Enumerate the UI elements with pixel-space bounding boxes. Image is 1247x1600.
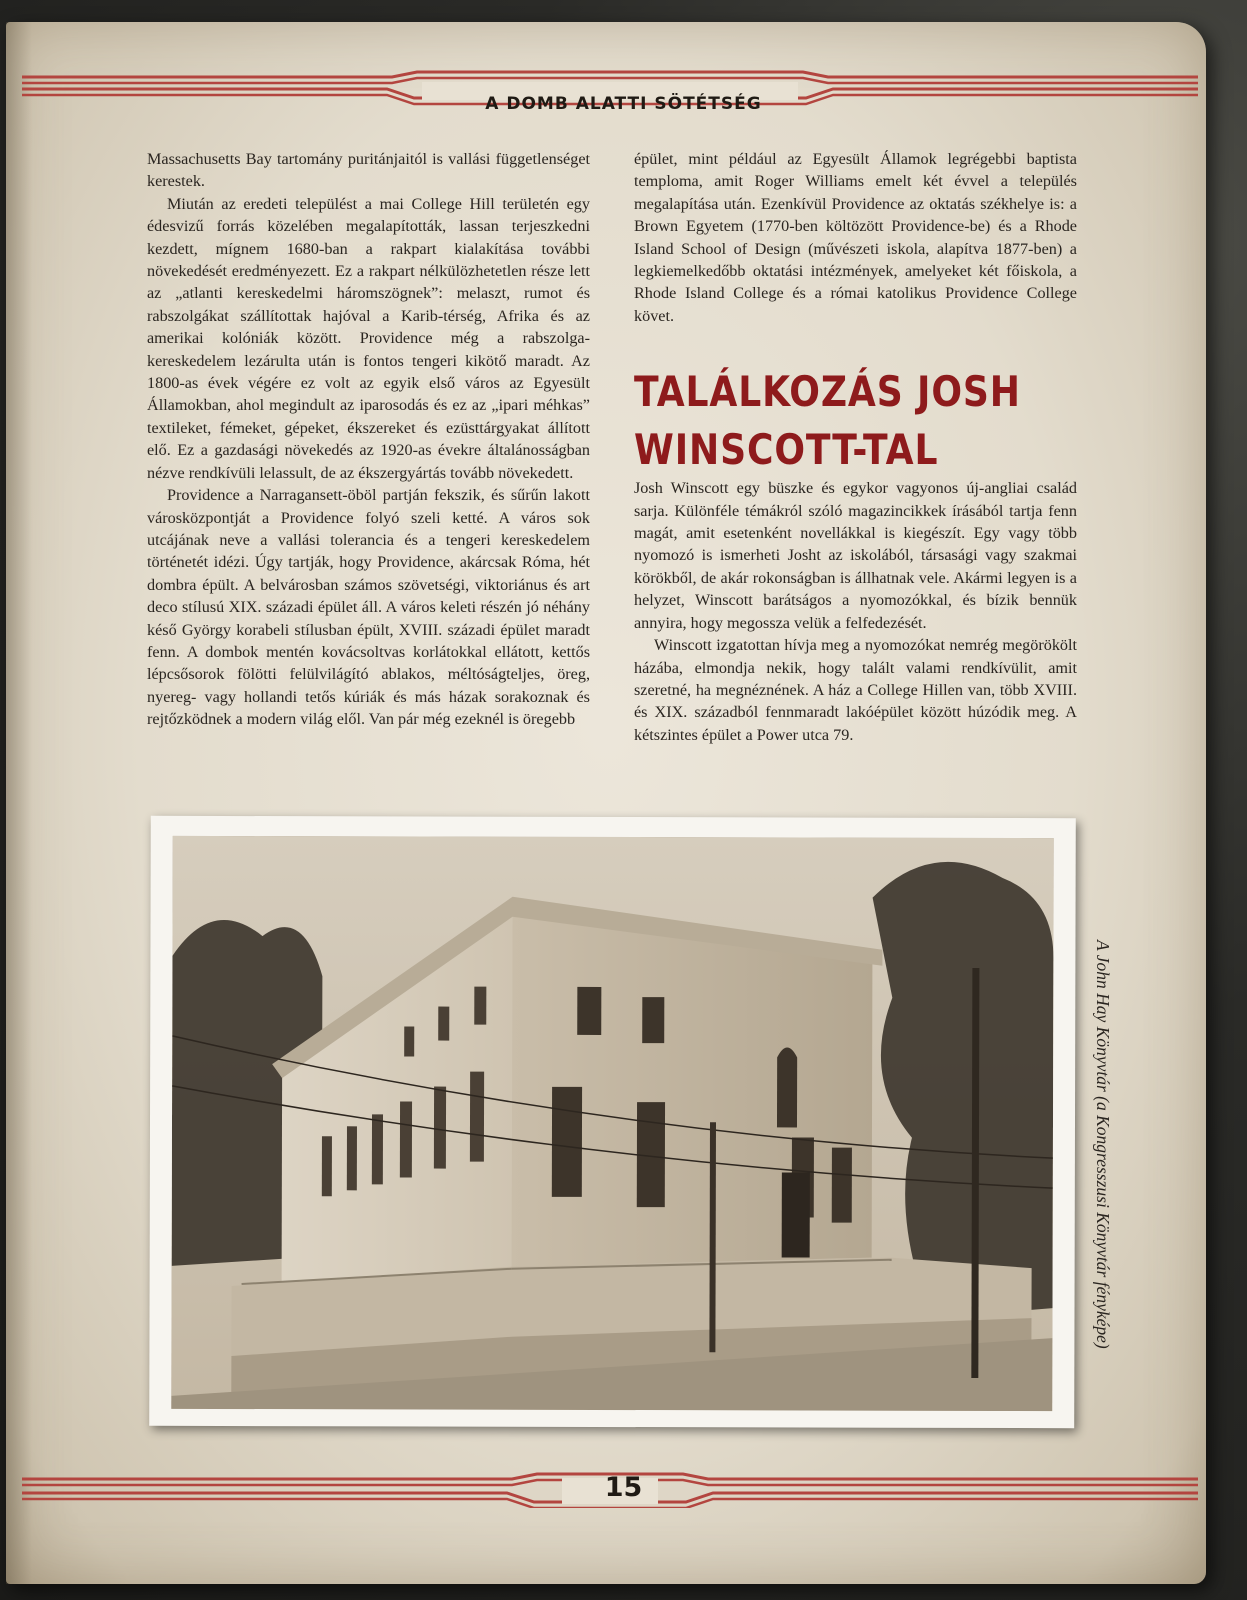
library-photograph [171,836,1053,1411]
paragraph: Miután az eredeti települést a mai College Hill területén egy édesvizű forrás közelében megalapították, lassan terjeszkedni kezdett, mígnem 1680-ban a rakpart kialakítása további növekedését eredményezett. Ez a rakpart nélkülözhetetlen része lett az „atlanti kereskedelmi háromszögnek”: melaszt, rumot és rabszolgákat szállítottak hajóval a Karib-térség, Afrika és az amerikai kolóniák között. Providence még a rabszolga-kereskedelem lezárulta után is fontos tengeri kikötő maradt. Az 1800-as évek végére ez volt az egyik első város az Egyesült Államokban, ahol megindult az iparosodás és ez az „ipari méhkas” textileket, fémeket, gépeket, ékszereket és ezüsttárgyakat állított elő. Ez a gazdasági növekedés az 1920-as évekre általánosságban nézve rendkívüli lelassult, de az ékszergyártás tovább növekedett. [147,194,590,482]
page-binding-shadow [6,22,32,1584]
page-number: 15 [604,1472,643,1503]
photo-frame [149,816,1076,1428]
section-heading-line: WINSCOTT-TAL [634,425,939,475]
paragraph: Providence a Narragansett-öböl partján fekszik, és sűrűn lakott városközpontját a Providence folyó szeli ketté. A város sok utcájának neve a vallási tolerancia és a tengeri kereskedelem történetét idézi. Úgy tartják, hogy Providence, akárcsak Róma, hét dombra épült. A belvárosban számos szövetségi, viktoriánus és art deco stílusú XIX. századi épület áll. A város keleti részén jó néhány késő György korabeli stílusban épült, XVIII. századi épület maradt fenn. A dombok mentén kovácsoltvas korlátokkal ellátott, kettős lépcsősorok fölötti felülvilágító ablakos, méltóságteljes, öreg, nyereg- vagy hollandi tetős kúriák és más házak sorakoznak és rejtőzködnek a modern világ elől. Van pár még ezeknél is öregebb [147,486,590,729]
running-title: A DOMB ALATTI SÖTÉTSÉG [485,94,762,114]
paragraph: Winscott izgatottan hívja meg a nyomozókat nemrég megörökölt házába, elmondja nekik, hogy talált valami rendkívülit, amit szeretné, ha megnéznének. A ház a College Hillen van, több XVIII. és XIX. századból fennmaradt lakóépület között húzódik meg. A kétszintes épület a Power utca 79. [634,636,1077,744]
paragraph: Massachusetts Bay tartomány puritánjaitól is vallási függetlenséget kerestek. [147,150,590,191]
section-heading [634,363,1081,479]
section-heading-line: TALÁLKOZÁS JOSH [634,367,1021,417]
photo-caption: A John Hay Könyvtár (a Kongresszusi Könyvtár fényképe) [1093,940,1113,1349]
paragraph: épület, mint például az Egyesült Államok legrégebbi baptista temploma, amit Roger Williams emelt két évvel a település megalapítása után. Ezenkívül Providence az oktatás székhelye is: a Brown Egyetem (1770-ben költözött Providence-be) és a Rhode Island School of Design (művészeti iskola, alapítva 1877-ben) a legkiemelkedőbb oktatási intézmények, amelyeket két főiskola, a Rhode Island College és a római katolikus Providence College követ. [634,150,1077,325]
right-text-column [634,148,1077,746]
left-text-column [147,148,590,731]
paragraph: Josh Winscott egy büszke és egykor vagyonos új-angliai család sarja. Különféle témákról szóló magazincikkek írásából tartja fenn magát, amit esetenként novellákkal is kiegészít. Egy vagy több nyomozó is ismerheti Josht az iskolából, társasági vagy szakmai körökből, de akár rokonságban is állhatnak vele. Akármi legyen is a helyzet, Winscott barátságos a nyomozókkal, és bízik bennük annyira, hogy megossza velük a felfedezését. [634,479,1077,632]
